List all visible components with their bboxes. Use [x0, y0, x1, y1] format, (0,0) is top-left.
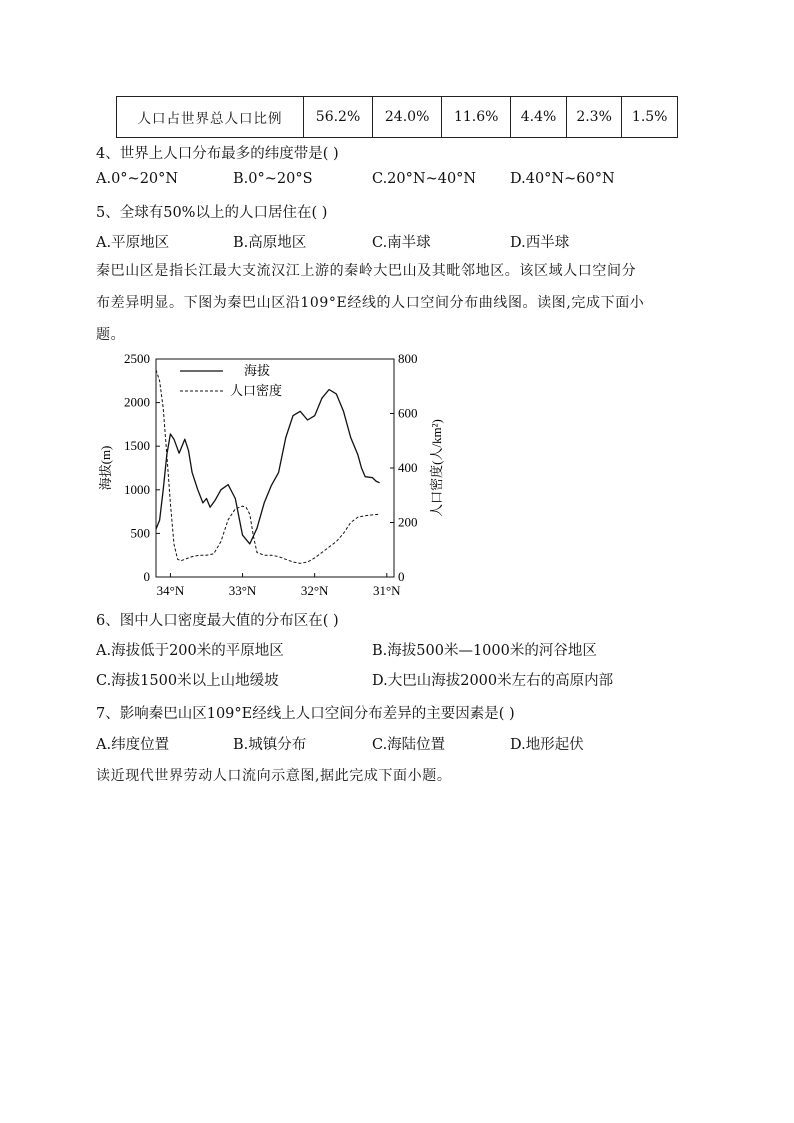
passage-line: 秦巴山区是指长江最大支流汉江上游的秦岭大巴山及其毗邻地区。该区域人口空间分	[96, 263, 637, 279]
x-axis-tick-label: 34°N	[156, 583, 185, 598]
right-axis-tick-label: 800	[398, 351, 418, 366]
legend-label-density: 人口密度	[230, 383, 283, 398]
table-cell: 11.6%	[442, 97, 511, 138]
chart-svg	[96, 350, 456, 598]
x-axis-tick-label: 31°N	[372, 583, 401, 598]
question-4-option-d[interactable]: D.40°N~60°N	[510, 171, 615, 187]
left-axis-tick-label: 1000	[124, 481, 150, 497]
question-7-option-a[interactable]: A.纬度位置	[96, 737, 170, 753]
right-axis-tick-label: 400	[398, 460, 418, 475]
question-4-option-a[interactable]: A.0°~20°N	[96, 171, 179, 187]
question-5-option-d[interactable]: D.西半球	[510, 235, 570, 251]
table-cell: 56.2%	[304, 97, 373, 138]
x-axis-tick-label: 33°N	[228, 583, 257, 598]
x-axis-tick-label: 32°N	[300, 583, 329, 598]
question-4-option-b[interactable]: B.0°~20°S	[233, 171, 313, 187]
population-density-line	[156, 370, 380, 564]
left-axis-label: 海拔(m)	[98, 445, 113, 491]
table-cell: 24.0%	[373, 97, 442, 138]
question-7-stem: 7、影响秦巴山区109°E经线上人口空间分布差异的主要因素是( )	[96, 706, 515, 722]
passage-labor-flow: 读近现代世界劳动人口流向示意图,据此完成下面小题。	[96, 768, 452, 784]
question-6-option-a[interactable]: A.海拔低于200米的平原地区	[96, 643, 284, 659]
right-axis-tick-label: 600	[398, 405, 418, 421]
table-cell: 2.3%	[566, 97, 622, 138]
table-cell: 1.5%	[622, 97, 678, 138]
question-6-option-c[interactable]: C.海拔1500米以上山地缓坡	[96, 673, 279, 689]
elevation-line	[156, 390, 380, 544]
right-axis-tick-label: 0	[398, 569, 405, 584]
question-4-stem: 4、世界上人口分布最多的纬度带是( )	[96, 146, 339, 162]
question-6-stem: 6、图中人口密度最大值的分布区在( )	[96, 613, 339, 629]
left-axis-tick-label: 2000	[124, 394, 150, 410]
right-axis-tick-label: 200	[398, 514, 418, 530]
question-4-option-c[interactable]: C.20°N~40°N	[372, 171, 477, 187]
question-7-option-d[interactable]: D.地形起伏	[510, 737, 584, 753]
question-5-option-a[interactable]: A.平原地区	[96, 235, 170, 251]
table-row-label: 人口占世界总人口比例	[117, 97, 304, 138]
question-6-option-d[interactable]: D.大巴山海拔2000米左右的高原内部	[372, 673, 614, 689]
question-5-option-c[interactable]: C.南半球	[372, 235, 431, 251]
table-cell: 4.4%	[511, 97, 567, 138]
question-5-stem: 5、全球有50%以上的人口居住在( )	[96, 205, 328, 221]
population-table	[116, 96, 678, 138]
passage-qinba	[96, 255, 702, 351]
table-row	[117, 97, 678, 138]
left-axis-tick-label: 1500	[124, 438, 150, 454]
legend-label-elevation: 海拔	[244, 363, 271, 378]
question-7-option-c[interactable]: C.海陆位置	[372, 737, 446, 753]
question-7-option-b[interactable]: B.城镇分布	[233, 737, 307, 753]
passage-line: 布差异明显。下图为秦巴山区沿109°E经线的人口空间分布曲线图。读图,完成下面小	[96, 295, 645, 311]
left-axis-tick-label: 0	[143, 569, 150, 584]
right-axis-label: 人口密度(人/km²)	[429, 419, 444, 517]
left-axis-tick-label: 500	[130, 525, 150, 541]
elevation-population-chart	[96, 350, 456, 602]
passage-line: 题。	[96, 327, 126, 343]
left-axis-tick-label: 2500	[124, 351, 150, 366]
question-5-option-b[interactable]: B.高原地区	[233, 235, 307, 251]
question-6-option-b[interactable]: B.海拔500米—1000米的河谷地区	[372, 643, 597, 659]
